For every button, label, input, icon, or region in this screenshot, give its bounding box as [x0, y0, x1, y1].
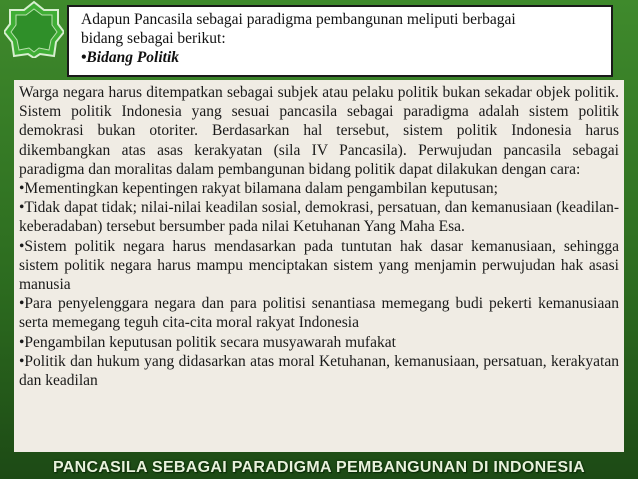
body-text — [19, 83, 619, 390]
decorative-badge-icon — [4, 0, 64, 58]
header-bullet: •Bidang Politik — [81, 49, 180, 66]
list-item: •Para penyelenggara negara dan para politisi senantiasa memegang budi pekerti kemanusiaan serta memegang teguh cita-cita moral rakyat Indonesia — [19, 295, 619, 332]
header-box — [67, 5, 613, 77]
slide-title: PANCASILA SEBAGAI PARADIGMA PEMBANGUNAN DI INDONESIA — [52, 459, 586, 476]
list-item: •Tidak dapat tidak; nilai-nilai keadilan sosial, demokrasi, persatuan, dan kemanusiaan (keadilan-keberadaban) tersebut bersumber pada nilai Ketuhanan Yang Maha Esa. — [19, 199, 619, 236]
list-item: •Pengambilan keputusan politik secara musyawarah mufakat — [19, 333, 396, 351]
header-line-1: Adapun Pancasila sebagai paradigma pembangunan meliputi berbagai — [81, 11, 516, 28]
header-line-2: bidang sebagai berikut: — [81, 30, 226, 47]
content-panel — [14, 80, 624, 452]
list-item: •Mementingkan kepentingen rakyat bilamana dalam pengambilan keputusan; — [19, 180, 498, 198]
list-item: •Sistem politik negara harus mendasarkan pada tuntutan hak dasar kemanusiaan, sehingga sistem politik negara harus mampu menciptakan sistem yang menjamin perwujudan hak asasi manusia — [19, 237, 619, 294]
intro-paragraph: Warga negara harus ditempatkan sebagai subjek atau pelaku politik bukan sekadar objek politik. Sistem politik Indonesia yang sesuai pancasila sebagai paradigma adalah sistem politik demokrasi bukan otoriter. Berdasarkan hal tersebut, sistem politik Indonesia harus dikembangkan atas asas kerakyatan (sila IV Pancasila). Perwujudan pancasila sebagai paradigma dan moralitas dalam pembangunan bidang politik dapat dilakukan dengan cara: — [19, 84, 619, 178]
list-item: •Politik dan hukum yang didasarkan atas moral Ketuhanan, kemanusiaan, persatuan, kerakyatan dan keadilan — [19, 352, 619, 390]
